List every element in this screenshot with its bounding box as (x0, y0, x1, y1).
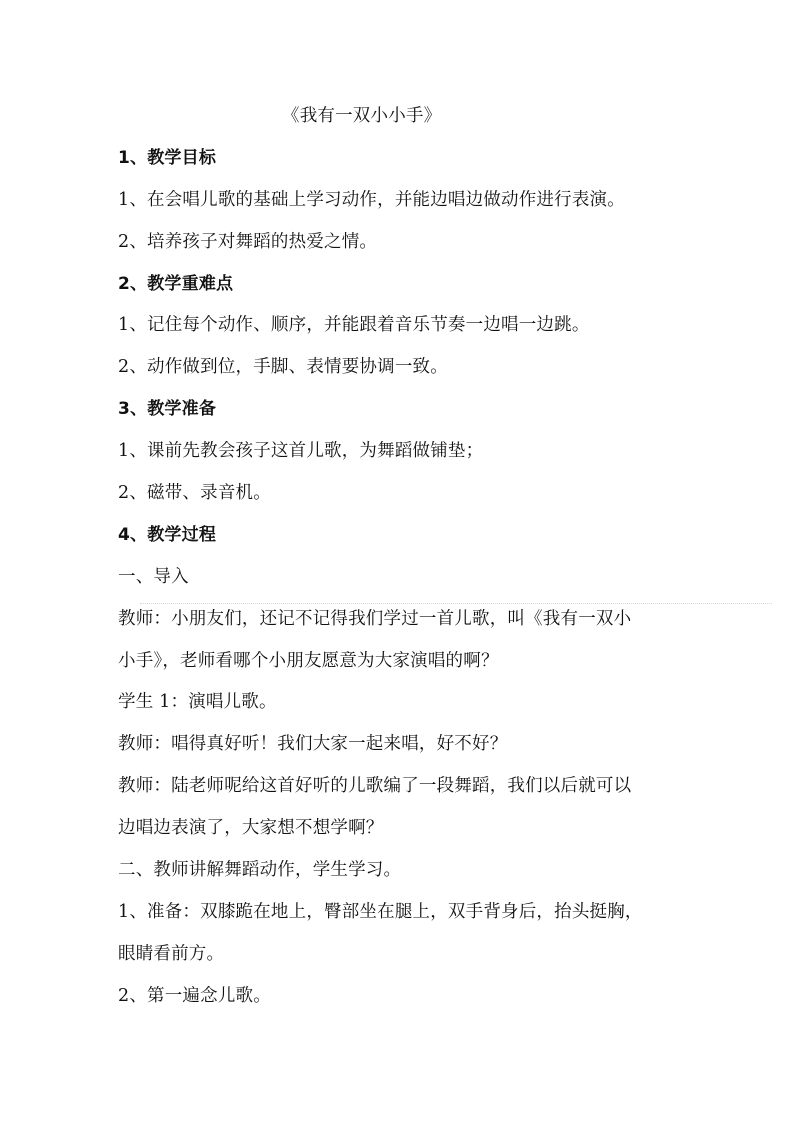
subheading-teaching: 二、教师讲解舞蹈动作，学生学习。 (118, 860, 402, 881)
section-heading-process: 4、教学过程 (118, 524, 217, 545)
paragraph: 边唱边表演了，大家想不想学啊？ (118, 818, 384, 839)
paragraph: 2、动作做到位，手脚、表情要协调一致。 (118, 357, 448, 378)
document-title: 《我有一双小小手》 (282, 106, 442, 126)
section-heading-objectives: 1、教学目标 (118, 147, 217, 168)
document-body (118, 96, 698, 1018)
section-heading-preparation: 3、教学准备 (118, 399, 217, 420)
paragraph: 教师：陆老师呢给这首好听的儿歌编了一段舞蹈，我们以后就可以 (118, 776, 632, 797)
paragraph: 教师：唱得真好听！我们大家一起来唱，好不好？ (118, 734, 508, 755)
paragraph: 学生 1：演唱儿歌。 (118, 692, 277, 713)
paragraph: 1、准备：双膝跪在地上，臀部坐在腿上，双手背身后，抬头挺胸， (118, 901, 643, 922)
paragraph: 眼睛看前方。 (118, 943, 225, 964)
paragraph: 2、磁带、录音机。 (118, 483, 271, 504)
subheading-intro: 一、导入 (118, 566, 189, 587)
paragraph: 1、课前先教会孩子这首儿歌，为舞蹈做铺垫； (118, 441, 484, 462)
paragraph: 1、在会唱儿歌的基础上学习动作，并能边唱边做动作进行表演。 (118, 189, 625, 210)
paragraph: 2、培养孩子对舞蹈的热爱之情。 (118, 231, 378, 252)
section-heading-key-points: 2、教学重难点 (118, 273, 234, 294)
paragraph: 教师：小朋友们，还记不记得我们学过一首儿歌，叫《我有一双小 (118, 608, 632, 629)
paragraph: 1、记住每个动作、顺序，并能跟着音乐节奏一边唱一边跳。 (118, 315, 590, 336)
paragraph: 小手》，老师看哪个小朋友愿意为大家演唱的啊？ (118, 650, 499, 671)
paragraph: 2、第一遍念儿歌。 (118, 985, 271, 1006)
